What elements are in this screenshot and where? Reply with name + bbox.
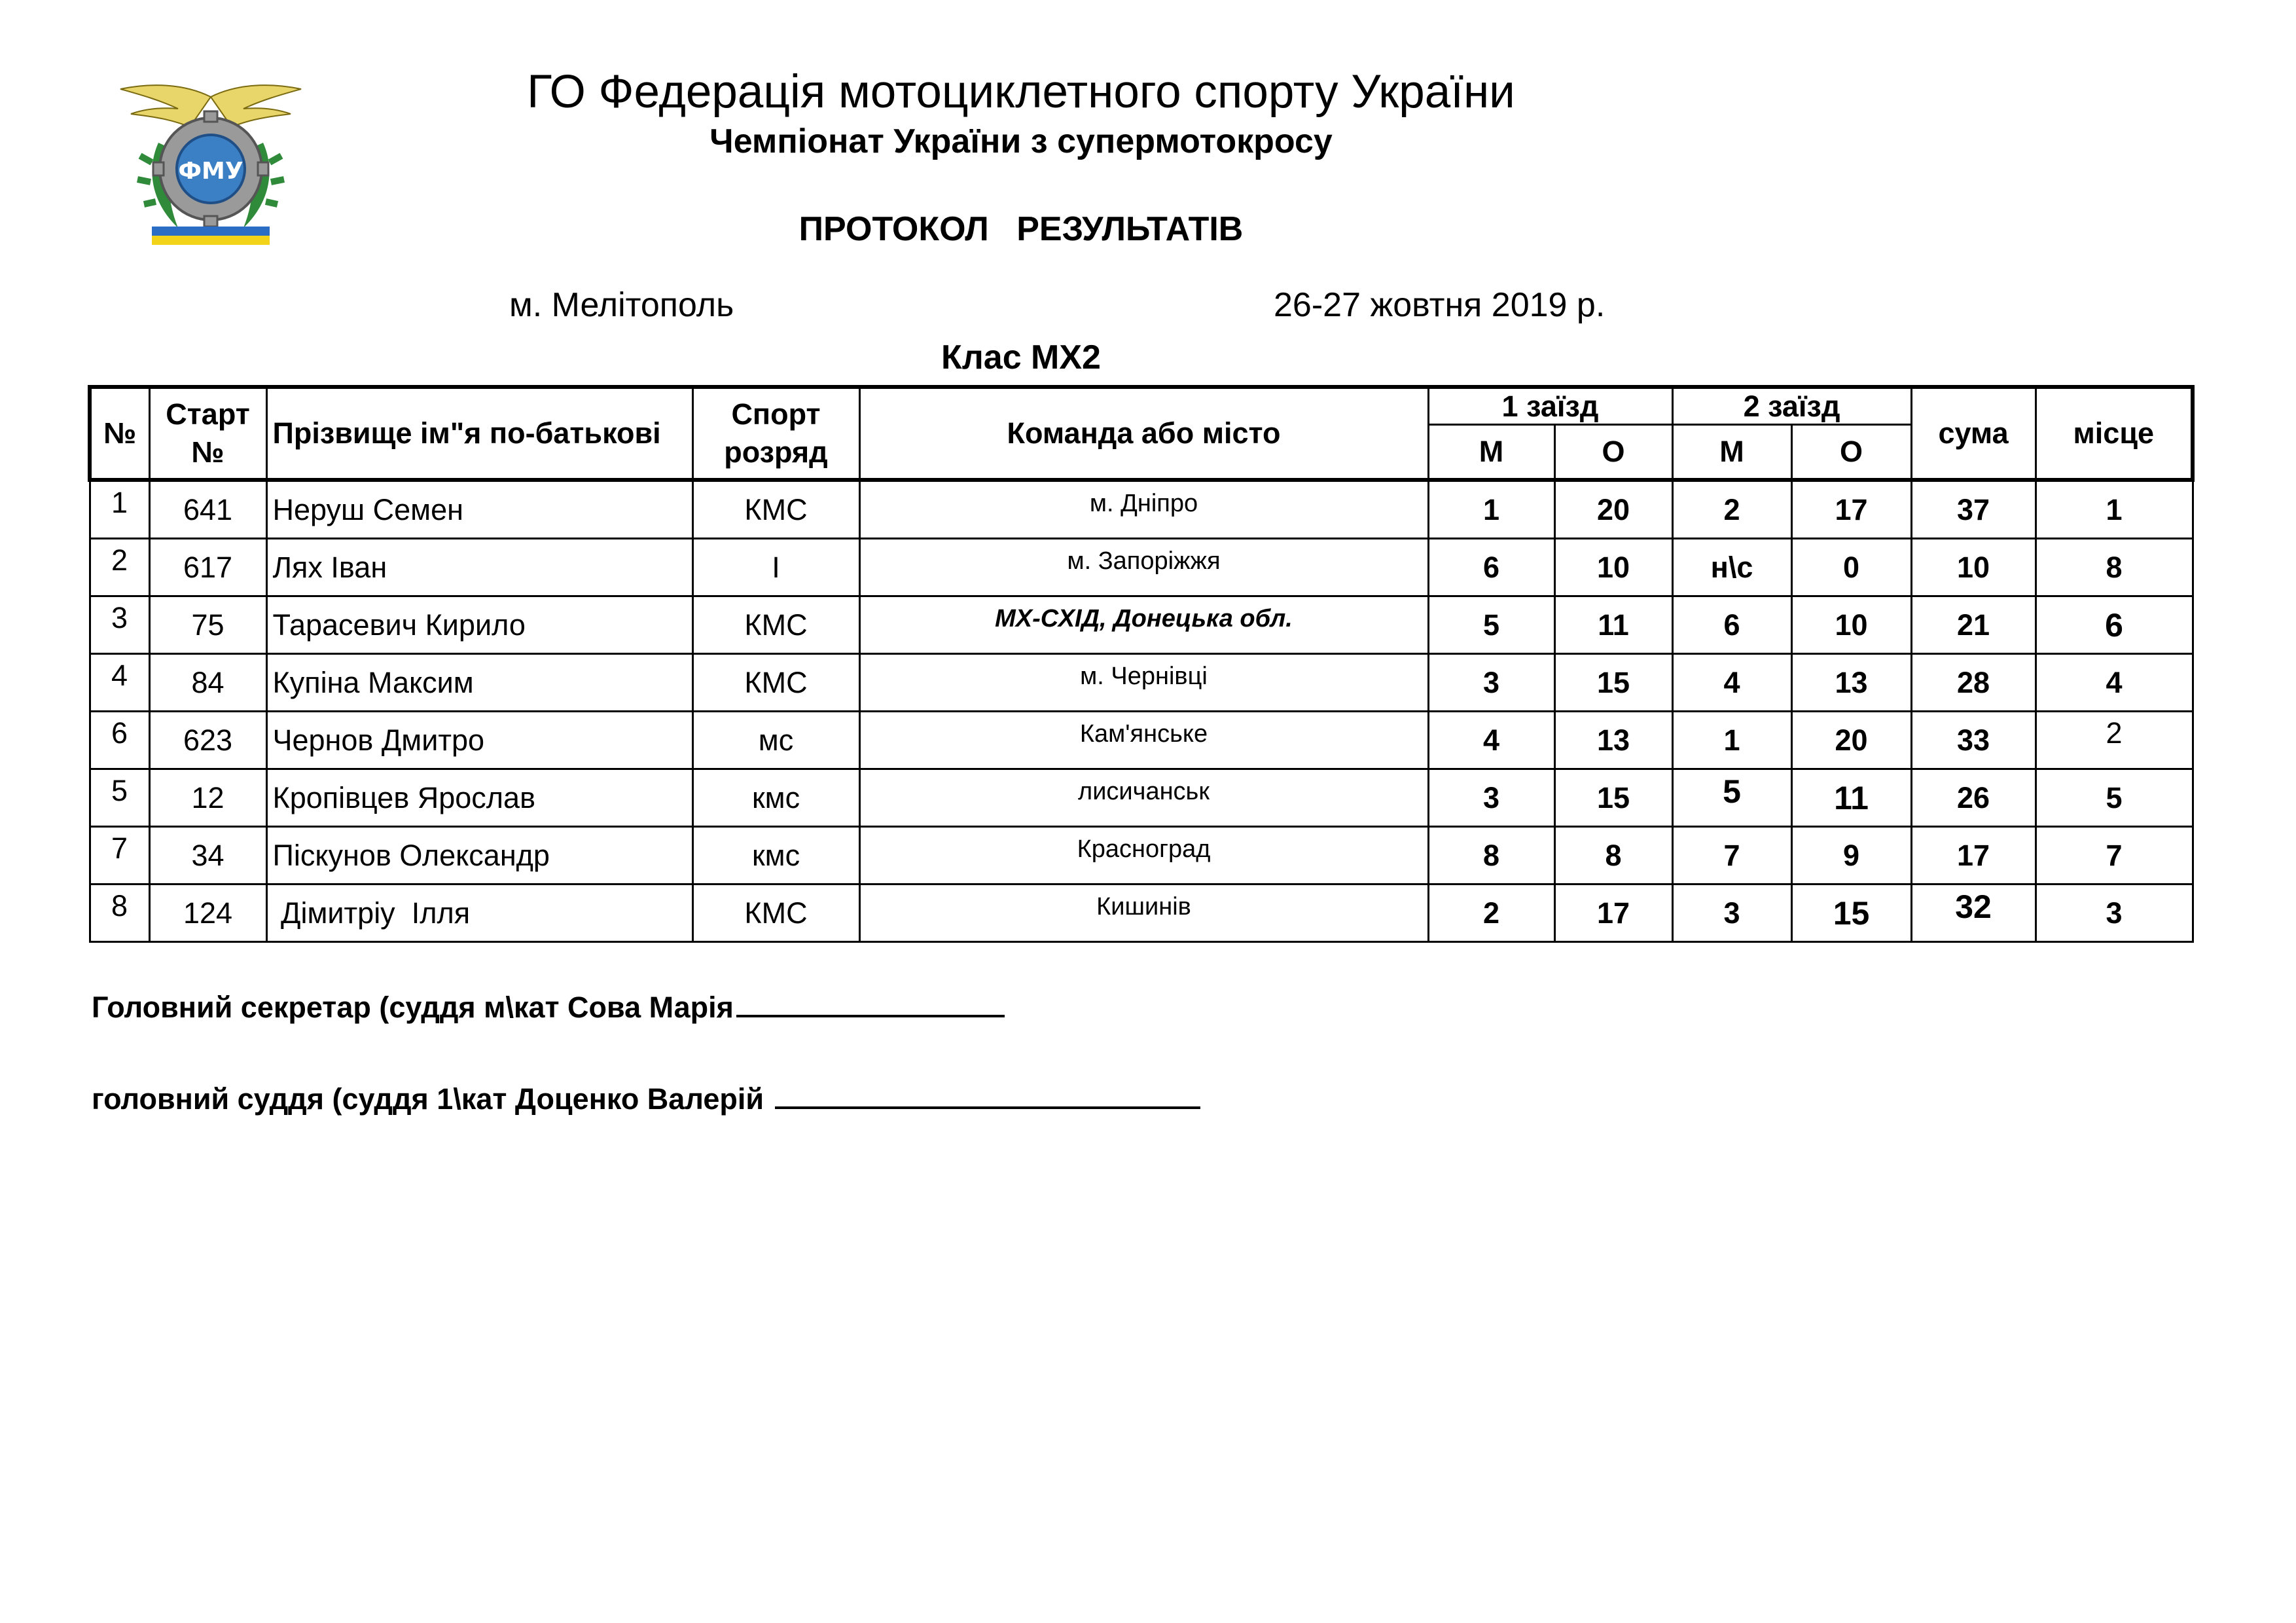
organization-title: ГО Федерація мотоциклетного спорту України <box>527 66 1515 118</box>
row-start: 34 <box>149 827 266 884</box>
col-place-header: місце <box>2036 387 2193 480</box>
table-row <box>90 480 2193 539</box>
row-no: 5 <box>90 769 149 827</box>
row-place: 6 <box>2036 596 2193 654</box>
row-r1-points: 20 <box>1554 480 1672 539</box>
table-row <box>90 769 2193 827</box>
row-r2-points: 13 <box>1791 654 1911 712</box>
row-sum: 28 <box>1911 654 2036 712</box>
col-name-header: Прізвище ім"я по-батькові <box>266 387 692 480</box>
col-race2-points-header: О <box>1791 425 1911 481</box>
row-name: Чернов Дмитро <box>266 712 692 769</box>
championship-title: Чемпіонат України з супермотокросу <box>709 122 1333 160</box>
row-r2-place: 1 <box>1672 712 1791 769</box>
row-place: 5 <box>2036 769 2193 827</box>
row-start: 75 <box>149 596 266 654</box>
col-start-line2: № <box>191 435 224 469</box>
col-team-header: Команда або місто <box>859 387 1428 480</box>
event-date: 26-27 жовтня 2019 р. <box>1274 286 1605 324</box>
row-rank: кмс <box>692 769 859 827</box>
table-row <box>90 596 2193 654</box>
row-rank: КМС <box>692 884 859 942</box>
row-place: 2 <box>2036 712 2193 769</box>
row-place: 8 <box>2036 539 2193 596</box>
row-r2-place: 7 <box>1672 827 1791 884</box>
row-no: 6 <box>90 712 149 769</box>
row-r1-place: 2 <box>1428 884 1554 942</box>
row-name: Дімитріу Ілля <box>266 884 692 942</box>
row-r2-place: 5 <box>1672 769 1791 827</box>
row-r2-place: н\с <box>1672 539 1791 596</box>
table-row <box>90 827 2193 884</box>
judge-label: головний суддя (суддя 1\кат Доценко Валерій <box>92 1082 772 1116</box>
table-row <box>90 654 2193 712</box>
table-row <box>90 712 2193 769</box>
row-name: Тарасевич Кирило <box>266 596 692 654</box>
col-start-header <box>149 387 266 480</box>
row-r2-points: 0 <box>1791 539 1911 596</box>
row-start: 12 <box>149 769 266 827</box>
row-no: 7 <box>90 827 149 884</box>
row-name: Піскунов Олександр <box>266 827 692 884</box>
row-sum: 10 <box>1911 539 2036 596</box>
col-race1-header: 1 заїзд <box>1428 387 1672 425</box>
row-r1-place: 3 <box>1428 769 1554 827</box>
row-start: 84 <box>149 654 266 712</box>
row-no: 2 <box>90 539 149 596</box>
secretary-signature <box>92 989 1005 1025</box>
row-sum: 17 <box>1911 827 2036 884</box>
row-rank: КМС <box>692 596 859 654</box>
row-start: 623 <box>149 712 266 769</box>
col-sum-header: сума <box>1911 387 2036 480</box>
row-name: Лях Іван <box>266 539 692 596</box>
row-rank: I <box>692 539 859 596</box>
row-r1-place: 6 <box>1428 539 1554 596</box>
col-race1-place-header: М <box>1428 425 1554 481</box>
col-rank-header <box>692 387 859 480</box>
row-r1-place: 5 <box>1428 596 1554 654</box>
row-name: Купіна Максим <box>266 654 692 712</box>
row-rank: КМС <box>692 480 859 539</box>
document-title: ПРОТОКОЛ РЕЗУЛЬТАТІВ <box>798 210 1244 248</box>
row-r1-points: 13 <box>1554 712 1672 769</box>
col-race2-place-header: М <box>1672 425 1791 481</box>
row-r1-points: 10 <box>1554 539 1672 596</box>
row-team: м. Запоріжжя <box>859 539 1428 596</box>
event-city: м. Мелітополь <box>509 286 734 324</box>
row-team: МХ-СХІД, Донецька обл. <box>859 596 1428 654</box>
col-race1-points-header: О <box>1554 425 1672 481</box>
svg-text:ФМУ: ФМУ <box>178 158 243 185</box>
results-table <box>88 385 2195 943</box>
row-r2-place: 3 <box>1672 884 1791 942</box>
col-rank-line2: розряд <box>724 435 828 469</box>
row-no: 3 <box>90 596 149 654</box>
col-race2-header: 2 заїзд <box>1672 387 1911 425</box>
row-team: м. Чернівці <box>859 654 1428 712</box>
row-start: 617 <box>149 539 266 596</box>
row-r2-place: 2 <box>1672 480 1791 539</box>
row-r2-place: 4 <box>1672 654 1791 712</box>
judge-signature-line <box>775 1080 1200 1109</box>
row-sum: 32 <box>1911 884 2036 942</box>
row-r1-place: 3 <box>1428 654 1554 712</box>
row-sum: 33 <box>1911 712 2036 769</box>
row-no: 8 <box>90 884 149 942</box>
row-r1-points: 17 <box>1554 884 1672 942</box>
row-place: 7 <box>2036 827 2193 884</box>
row-r2-points: 15 <box>1791 884 1911 942</box>
row-r1-points: 8 <box>1554 827 1672 884</box>
row-team: Кишинів <box>859 884 1428 942</box>
row-team: лисичанськ <box>859 769 1428 827</box>
row-r2-points: 17 <box>1791 480 1911 539</box>
row-team: Красноград <box>859 827 1428 884</box>
row-r2-place: 6 <box>1672 596 1791 654</box>
col-no-header: № <box>90 387 149 480</box>
table-row <box>90 539 2193 596</box>
row-r2-points: 11 <box>1791 769 1911 827</box>
row-start: 124 <box>149 884 266 942</box>
row-sum: 26 <box>1911 769 2036 827</box>
row-sum: 21 <box>1911 596 2036 654</box>
class-label: Клас МХ2 <box>941 338 1101 376</box>
row-r2-points: 20 <box>1791 712 1911 769</box>
row-place: 1 <box>2036 480 2193 539</box>
secretary-signature-line <box>736 989 1005 1017</box>
row-r1-place: 4 <box>1428 712 1554 769</box>
row-r1-points: 11 <box>1554 596 1672 654</box>
row-r2-points: 9 <box>1791 827 1911 884</box>
row-rank: кмс <box>692 827 859 884</box>
row-sum: 37 <box>1911 480 2036 539</box>
row-place: 4 <box>2036 654 2193 712</box>
row-team: Кам'янське <box>859 712 1428 769</box>
secretary-label: Головний секретар (суддя м\кат Сова Марія <box>92 991 734 1024</box>
col-start-line1: Старт <box>166 397 250 431</box>
row-no: 1 <box>90 480 149 539</box>
judge-signature <box>92 1080 1200 1116</box>
row-name: Неруш Семен <box>266 480 692 539</box>
row-no: 4 <box>90 654 149 712</box>
row-name: Кропівцев Ярослав <box>266 769 692 827</box>
col-rank-line1: Спорт <box>731 397 821 431</box>
row-rank: мс <box>692 712 859 769</box>
row-place: 3 <box>2036 884 2193 942</box>
row-r1-place: 1 <box>1428 480 1554 539</box>
row-rank: КМС <box>692 654 859 712</box>
row-start: 641 <box>149 480 266 539</box>
row-r1-place: 8 <box>1428 827 1554 884</box>
row-r2-points: 10 <box>1791 596 1911 654</box>
row-r1-points: 15 <box>1554 654 1672 712</box>
table-row <box>90 884 2193 942</box>
row-team: м. Дніпро <box>859 480 1428 539</box>
row-r1-points: 15 <box>1554 769 1672 827</box>
